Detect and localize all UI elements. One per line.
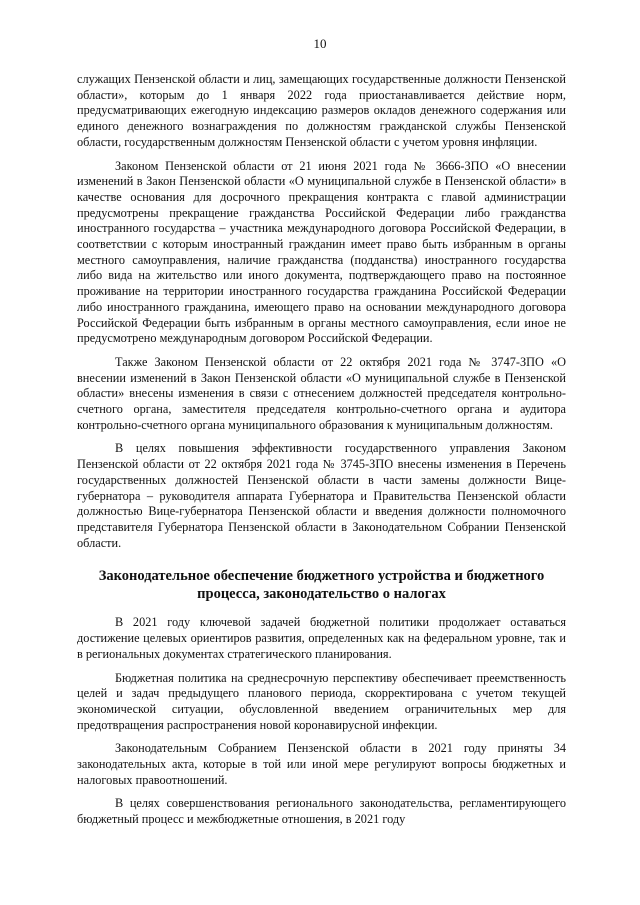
paragraph-gap [77,433,566,441]
paragraph-continuation: служащих Пензенской области и лиц, замещающих государственные должности Пензенской области», которым до 1 января 2022 года приостанавливается действие норм, предусматривающих ежегодную индексацию размеров окладов денежного содержания или единого денежного вознаграждения по должностям гражданской службы Пензенской области, государственным должностям Пензенской области с учетом уровня инфляции. [77,72,566,149]
paragraph-regional-legislation: В целях совершенствования регионального законодательства, регламентирующего бюджетный процесс и межбюджетные отношения, в 2021 году [77,796,566,827]
paragraph-gap [77,788,566,796]
paragraph-gap [77,151,566,159]
paragraph-budget-policy-medium-term: Бюджетная политика на среднесрочную перспективу обеспечивает преемственность целей и задач предыдущего планового периода, скорректирована с учетом текущей экономической ситуации, обусловленной введением ограничительных мер для предотвращения распространения новой коронавирусной инфекции. [77,670,566,732]
document-body [77,72,566,828]
paragraph-gap [77,663,566,671]
paragraph-budget-policy-goal: В 2021 году ключевой задачей бюджетной политики продолжает оставаться достижение целевых ориентиров развития, определенных как на федеральном уровне, так и в региональных документах стратегического планирования. [77,615,566,661]
paragraph-law-3745: В целях повышения эффективности государственного управления Законом Пензенской области от 22 октября 2021 года № 3745-ЗПО внесены изменения в Перечень государственных должностей Пензенской области в части замены должности Вице-губернатора – руководителя аппарата Губернатора и Правительства Пензенской области должностью Вице-губернатора Пензенской области и введения должности полномочного представителя Губернатора Пензенской области в Законодательном Собрании Пензенской области. [77,441,566,550]
section-heading: Законодательное обеспечение бюджетного устройства и бюджетного процесса, законодательство о налогах [98,568,545,603]
paragraph-law-3747: Также Законом Пензенской области от 22 октября 2021 года № 3747-ЗПО «О внесении изменений в Закон Пензенской области «О муниципальной службе в Пензенской области» внесены изменения в связи с отнесением должностей председателя контрольно-счетного органа, заместителя председателя контрольно-счетного органа и аудитора контрольно-счетного органа муниципального образования к муниципальным должностям. [77,354,566,432]
paragraph-gap [77,347,566,355]
paragraph-law-3666: Законом Пензенской области от 21 июня 2021 года № 3666-ЗПО «О внесении изменений в Закон Пензенской области «О муниципальной службе в Пензенской области» в качестве основания для досрочного прекращения контракта с главой администрации предусмотрены прекращение гражданства Российской Федерации либо гражданства иностранного государства – участника международного договора Российской Федерации, в соответствии с которым иностранный гражданин имеет право быть избранным в органы местного самоуправления, наличие гражданства (подданства) иностранного государства либо вида на жительство или иного документа, подтверждающего право на постоянное проживание на территории иностранного государства гражданина Российской Федерации либо иностранного гражданина, имеющего право на основании международного договора Российской Федерации быть избранным в органы местного самоуправления, если иное не предусмотрено международным договором Российской Федерации. [77,158,566,346]
paragraph-gap [77,733,566,741]
page-number: 10 [313,36,327,51]
paragraph-legislative-acts: Законодательным Собранием Пензенской области в 2021 году приняты 34 законодательных акта, которые в той или иной мере регулируют вопросы бюджетных и налоговых правоотношений. [77,741,566,787]
